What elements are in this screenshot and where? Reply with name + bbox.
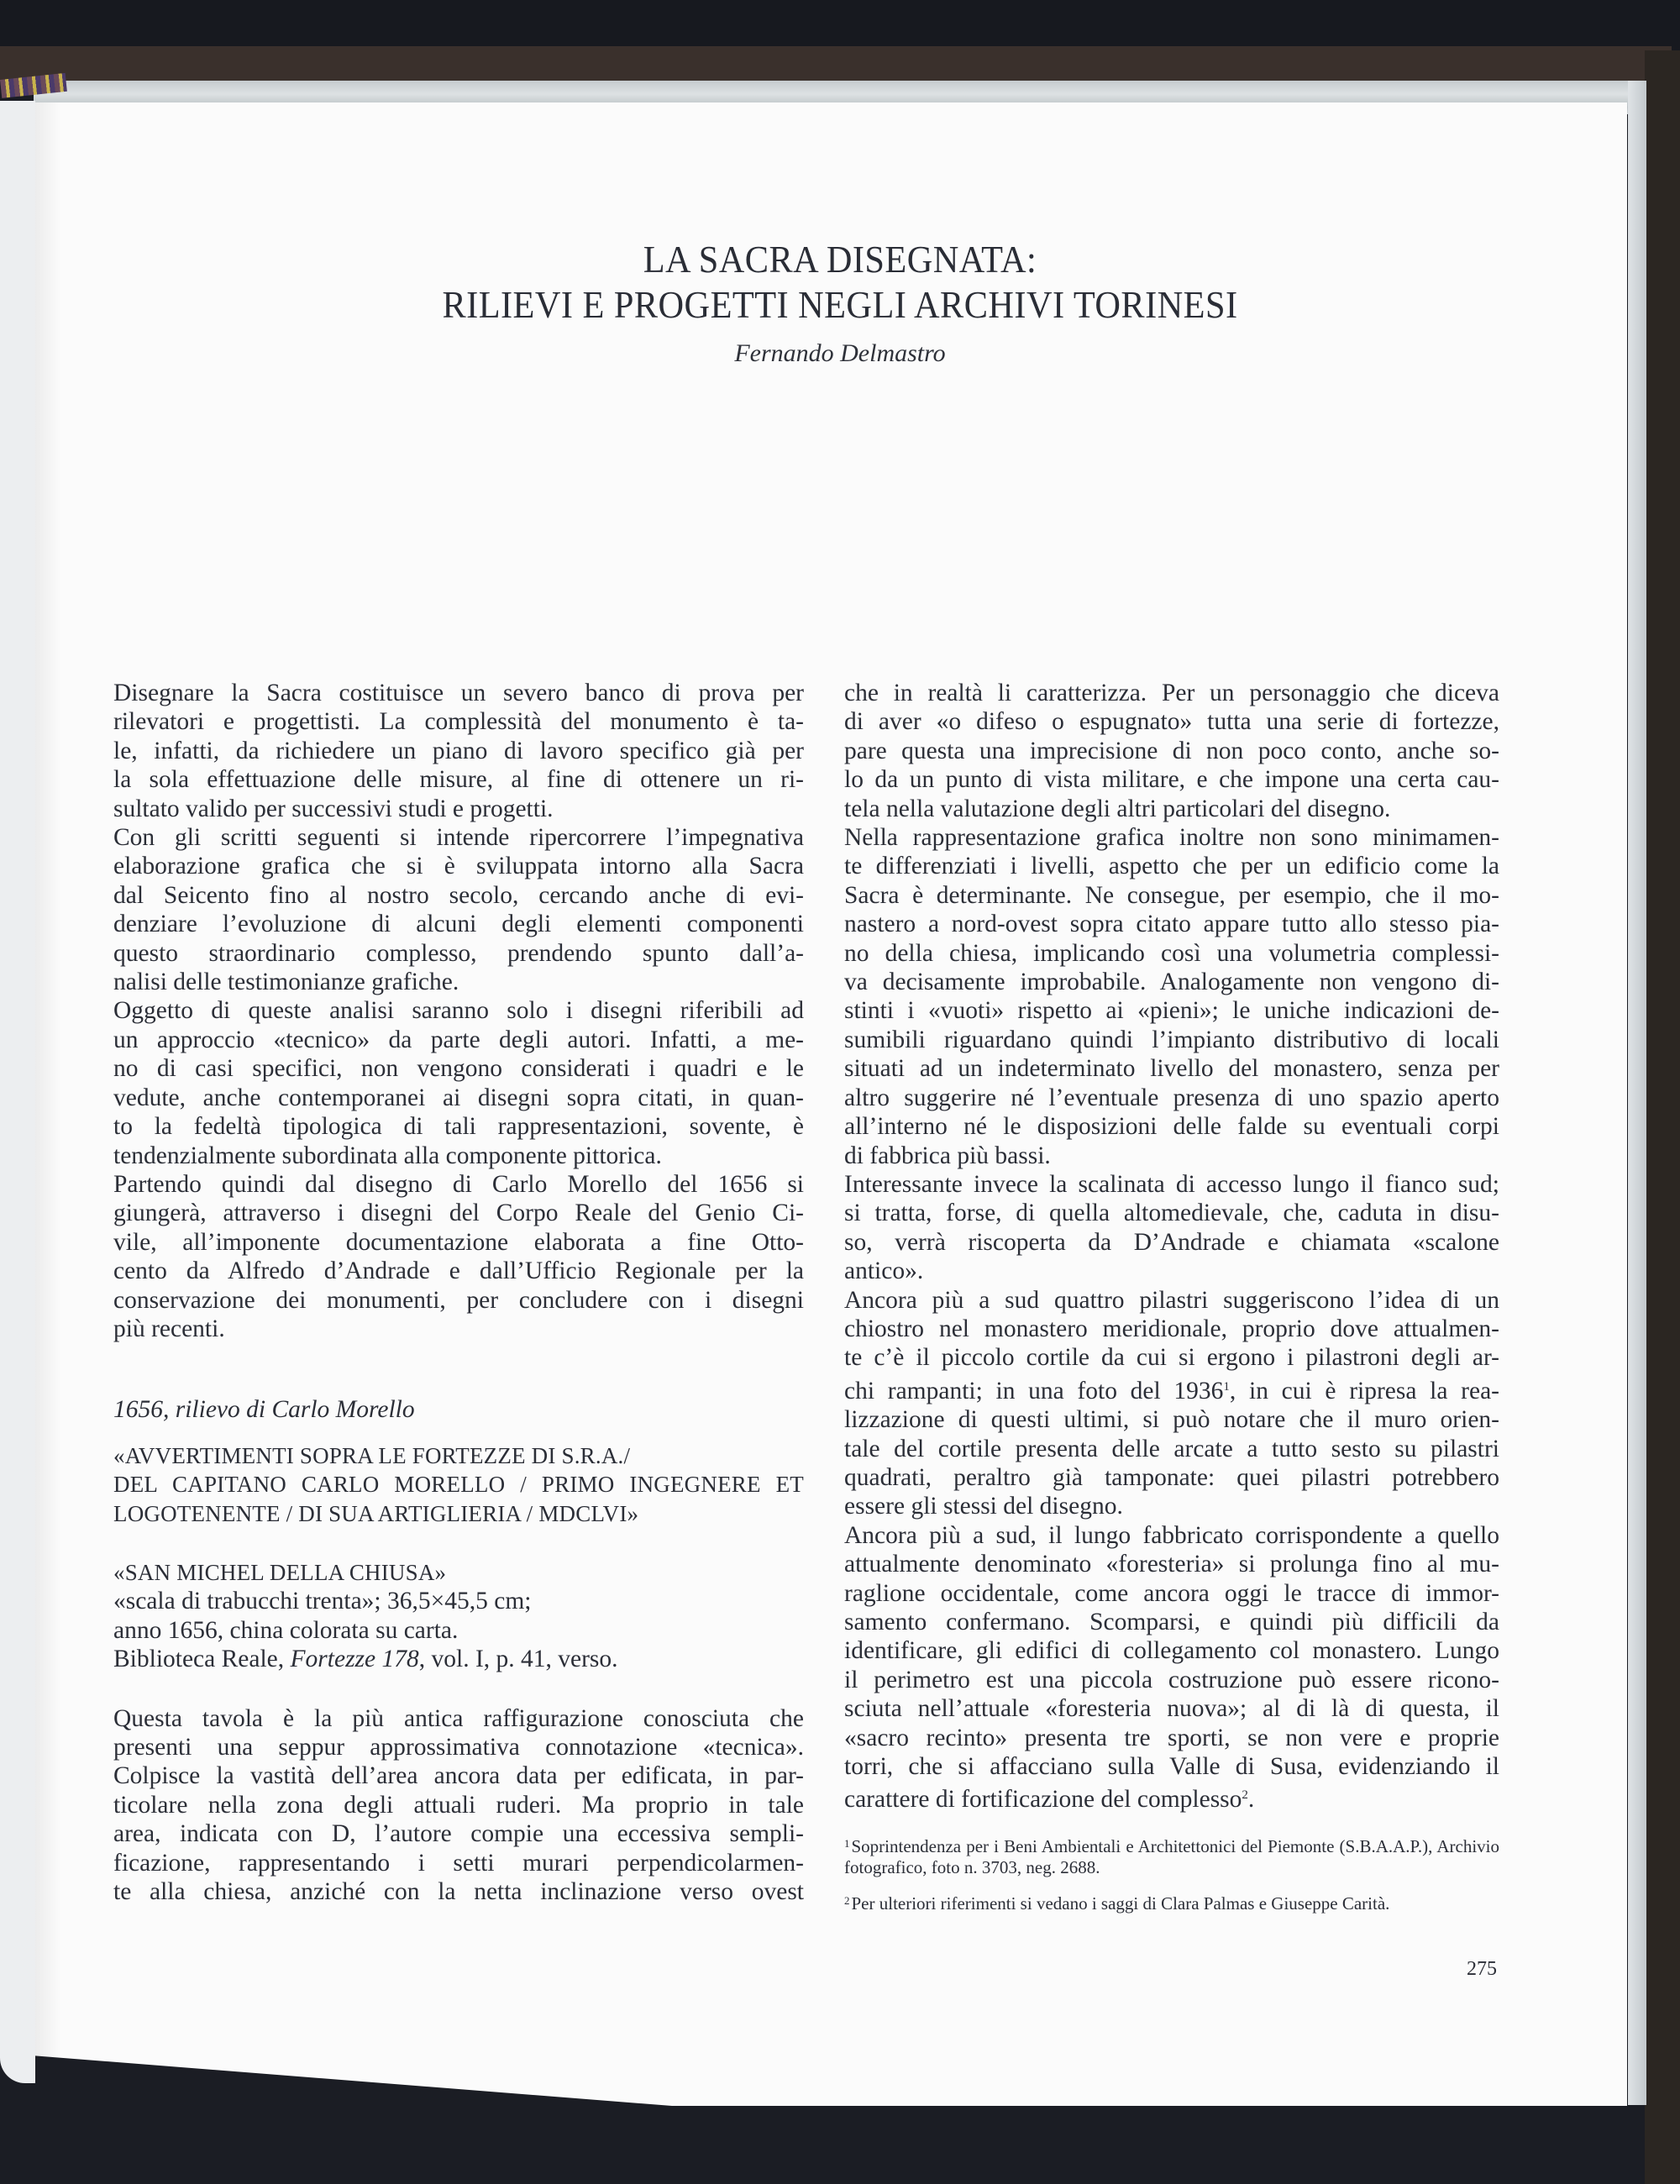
text-line: te c’è il piccolo cortile da cui si ergono i pilastroni degli ar- — [844, 1344, 1499, 1372]
text-line: vedute, anche contemporanei ai disegni sopra citati, in quan- — [113, 1084, 804, 1111]
text-line: Disegnare la Sacra costituisce un severo banco di prova per — [113, 680, 804, 706]
text-line: essere gli stessi del disegno. — [844, 1493, 1123, 1520]
text-line: antico». — [844, 1257, 924, 1285]
text-line: la sola effettuazione delle misure, al fine di ottenere un ri- — [113, 766, 804, 794]
text-line: no di casi specifici, non vengono considerati i quadri e le — [113, 1055, 804, 1083]
analysis-paragraph — [113, 1704, 804, 1907]
facing-page-edge — [0, 101, 35, 2083]
footnotes — [844, 1833, 1499, 1926]
text-line: nastero a nord-ovest sopra citato appare tutto allo stesso pia- — [844, 911, 1499, 938]
text-line: raglione occidentale, come ancora oggi le tracce di immor- — [844, 1579, 1499, 1607]
text-line: di aver «o difeso o espugnato» tutta una serie di fortezze, — [844, 708, 1499, 736]
title-line-1: LA SACRA DISEGNATA: — [643, 238, 1037, 281]
page-number: 275 — [1467, 1958, 1497, 1980]
text-line: dal Seicento fino al nostro secolo, cercando anche di evi- — [113, 881, 804, 909]
drawing-title — [113, 1441, 804, 1528]
body-paragraph-3 — [844, 1170, 1499, 1286]
right-column — [844, 679, 1499, 1814]
text-line: stinti i «vuoti» rispetto ai «pieni»; le uniche indicazioni de- — [844, 997, 1499, 1025]
text-line: sultato valido per successivi studi e progetti. — [113, 795, 554, 822]
text-line: altro suggerire né l’eventuale presenza di uno spazio aperto — [844, 1084, 1499, 1111]
text-line: va decisamente improbabile. Analogamente non vengono di- — [844, 969, 1499, 996]
text-line: no della chiesa, implicando così una volumetria complessi- — [844, 939, 1499, 967]
text-fragment: chi rampanti; in una foto del 1936 — [844, 1377, 1224, 1404]
text-line: si tratta, forse, di quella altomedievale, che, caduta in disu- — [844, 1200, 1499, 1227]
footnote-ref-2[interactable]: 2 — [1242, 1788, 1248, 1803]
text-line: elaborazione grafica che si è sviluppata intorno alla Sacra — [113, 853, 804, 880]
drawing-date-medium: anno 1656, china colorata su carta. — [113, 1616, 459, 1644]
text-line: conservazione dei monumenti, per concludere con i disegni — [113, 1286, 804, 1314]
text-line: rilevatori e progettisti. La complessità del monumento è ta- — [113, 708, 804, 736]
text-line: Ancora più a sud, il lungo fabbricato corrispondente a quello — [844, 1521, 1499, 1549]
text-line: questo straordinario complesso, prendendo spunto dall’a- — [113, 939, 804, 967]
drawing-location — [113, 1645, 804, 1673]
text-line-with-footnote-ref — [844, 1373, 1499, 1405]
text-line: pare questa una imprecisione di non poco conto, anche so- — [844, 737, 1499, 764]
footnote-text: Soprintendenza per i Beni Ambientali e Architettonici del Piemonte (S.B.A.A.P.), Archivio fotografico, foto n. 3703, neg. 2688. — [844, 1836, 1499, 1877]
text-line: lo da un punto di vista militare, e che impone una certa cau- — [844, 766, 1499, 794]
article-author: Fernando Delmastro — [734, 339, 946, 367]
text-line: ficazione, rappresentando i setti murari perpendicolarmen- — [113, 1849, 804, 1877]
text-line: DEL CAPITANO CARLO MORELLO / PRIMO INGEGNERE ET — [113, 1472, 804, 1498]
text-line: un approccio «tecnico» da parte degli autori. Infatti, a me- — [113, 1026, 804, 1053]
text-line: nalisi delle testimonianze grafiche. — [113, 969, 459, 996]
intro-paragraph-3 — [113, 996, 804, 1169]
text-line: «AVVERTIMENTI SOPRA LE FORTEZZE DI S.R.A./ — [113, 1442, 631, 1468]
book-cover-right-edge — [1645, 50, 1680, 2184]
text-line: che in realtà li caratterizza. Per un personaggio che diceva — [844, 680, 1499, 706]
text-fragment: , in cui è ripresa la rea- — [1229, 1377, 1499, 1404]
text-line: te alla chiesa, anziché con la netta inclinazione verso ovest — [113, 1878, 804, 1906]
text-line: tale del cortile presenta delle arcate a tutto sesto su pilastri — [844, 1435, 1499, 1462]
text-line: sciuta nell’attuale «foresteria nuova»; al di là di questa, il — [844, 1695, 1499, 1723]
text-line: Ancora più a sud quattro pilastri suggeriscono l’idea di un — [844, 1286, 1499, 1314]
footnote-2 — [844, 1890, 1499, 1914]
location-prefix: Biblioteca Reale, — [113, 1646, 291, 1673]
body-paragraph-4 — [844, 1286, 1499, 1521]
text-line: ticolare nella zona degli attuali ruderi. Ma proprio in tale — [113, 1791, 804, 1819]
text-line: attualmente denominato «foresteria» si prolunga fino al mu- — [844, 1551, 1499, 1578]
footnote-text: Per ulteriori riferimenti si vedano i saggi di Clara Palmas e Giuseppe Carità. — [851, 1893, 1390, 1914]
text-line: presenti una seppur approssimativa connotazione «tecnica». — [113, 1734, 804, 1761]
text-line: so, verrà riscoperta da D’Andrade e chiamata «scalone — [844, 1228, 1499, 1256]
text-line: Colpisce la vastità dell’area ancora data per edificata, in par- — [113, 1762, 804, 1790]
article-header — [0, 237, 1680, 368]
text-line: sumibili riguardano quindi l’impianto distributivo di locali — [844, 1026, 1499, 1053]
text-line: Con gli scritti seguenti si intende ripercorrere l’impegnativa — [113, 824, 804, 852]
text-line: Interessante invece la scalinata di accesso lungo il fianco sud; — [844, 1170, 1499, 1198]
text-fragment: carattere di fortificazione del complesso — [844, 1786, 1242, 1814]
left-column — [113, 679, 804, 1906]
text-line: Nella rappresentazione grafica inoltre non sono minimamen- — [844, 824, 1499, 852]
drawing-scale: «scala di trabucchi trenta»; 36,5×45,5 cm; — [113, 1588, 532, 1615]
title-line-2: RILIEVI E PROGETTI NEGLI ARCHIVI TORINESI — [442, 283, 1238, 326]
text-line: di fabbrica più bassi. — [844, 1142, 1051, 1169]
page-stack-right-edge — [1628, 81, 1646, 2105]
text-line: te differenziati i livelli, aspetto che per un edificio come la — [844, 853, 1499, 880]
text-line: Questa tavola è la più antica raffigurazione conosciuta che — [113, 1704, 804, 1732]
text-line: più recenti. — [113, 1315, 225, 1342]
footnote-ref-1[interactable]: 1 — [1223, 1379, 1230, 1394]
text-line: Sacra è determinante. Ne consegue, per esempio, che il mo- — [844, 881, 1499, 909]
text-line: to la fedeltà tipologica di tali rappresentazioni, sovente, è — [113, 1113, 804, 1141]
text-line: area, indicata con D, l’autore compie una eccessiva sempli- — [113, 1820, 804, 1848]
text-line: il perimetro est una piccola costruzione può essere ricono- — [844, 1666, 1499, 1693]
text-line: cento da Alfredo d’Andrade e dall’Ufficio Regionale per la — [113, 1257, 804, 1285]
footnote-mark: 1 — [844, 1837, 850, 1850]
text-line: quadrati, peraltro già tamponate: quei pilastri potrebbero — [844, 1463, 1499, 1491]
drawing-details — [113, 1558, 804, 1674]
text-line: identificare, gli edifici di collegamento col monastero. Lungo — [844, 1637, 1499, 1665]
text-line: situati ad un indeterminato livello del monastero, senza per — [844, 1055, 1499, 1083]
intro-paragraph-2 — [113, 823, 804, 996]
text-line: all’interno né le disposizioni delle falde su eventuali corpi — [844, 1113, 1499, 1141]
text-line: chiostro nel monastero meridionale, proprio dove attualmen- — [844, 1315, 1499, 1342]
text-line: giungerà, attraverso i disegni del Corpo Reale del Genio Ci- — [113, 1200, 804, 1227]
text-line: Partendo quindi dal disegno di Carlo Morello del 1656 si — [113, 1170, 804, 1198]
intro-paragraph-1 — [113, 679, 804, 823]
location-collection: Fortezze 178 — [290, 1646, 419, 1673]
text-line: tela nella valutazione degli altri particolari del disegno. — [844, 795, 1391, 822]
section-heading: 1656, rilievo di Carlo Morello — [113, 1396, 415, 1424]
text-line: tendenzialmente subordinata alla componente pittorica. — [113, 1142, 662, 1169]
text-line: vile, all’imponente documentazione elaborata a fine Otto- — [113, 1228, 804, 1256]
gutter-shadow — [35, 102, 60, 2060]
text-line: lizzazione di questi ultimi, si può notare che il muro orien- — [844, 1406, 1499, 1434]
text-line-with-footnote-ref — [844, 1781, 1499, 1814]
location-suffix: , vol. I, p. 41, verso. — [418, 1646, 618, 1673]
intro-paragraph-4 — [113, 1170, 804, 1343]
text-line: le, infatti, da richiedere un piano di lavoro specifico già per — [113, 737, 804, 764]
text-fragment: . — [1247, 1786, 1255, 1814]
body-paragraph-5 — [844, 1521, 1499, 1814]
footnote-mark: 2 — [844, 1894, 850, 1907]
footnote-1 — [844, 1833, 1499, 1878]
text-line: Oggetto di queste analisi saranno solo i disegni riferibili ad — [113, 997, 804, 1025]
book-cover-edge — [0, 46, 1672, 81]
body-paragraph-1 — [844, 679, 1499, 823]
text-line: denziare l’evoluzione di alcuni degli elementi componenti — [113, 911, 804, 938]
text-line: samento confermano. Scomparsi, e quindi più difficili da — [844, 1609, 1499, 1635]
text-line: «sacro recinto» presenta tre sporti, se non vere e proprie — [844, 1724, 1499, 1751]
article-title — [67, 237, 1613, 328]
body-paragraph-2 — [844, 823, 1499, 1170]
text-line: LOGOTENENTE / DI SUA ARTIGLIERIA / MDCLVI» — [113, 1500, 639, 1526]
drawing-subject: «SAN MICHEL DELLA CHIUSA» — [113, 1559, 447, 1585]
text-line: torri, che si affacciano sulla Valle di Susa, evidenziando il — [844, 1753, 1499, 1781]
